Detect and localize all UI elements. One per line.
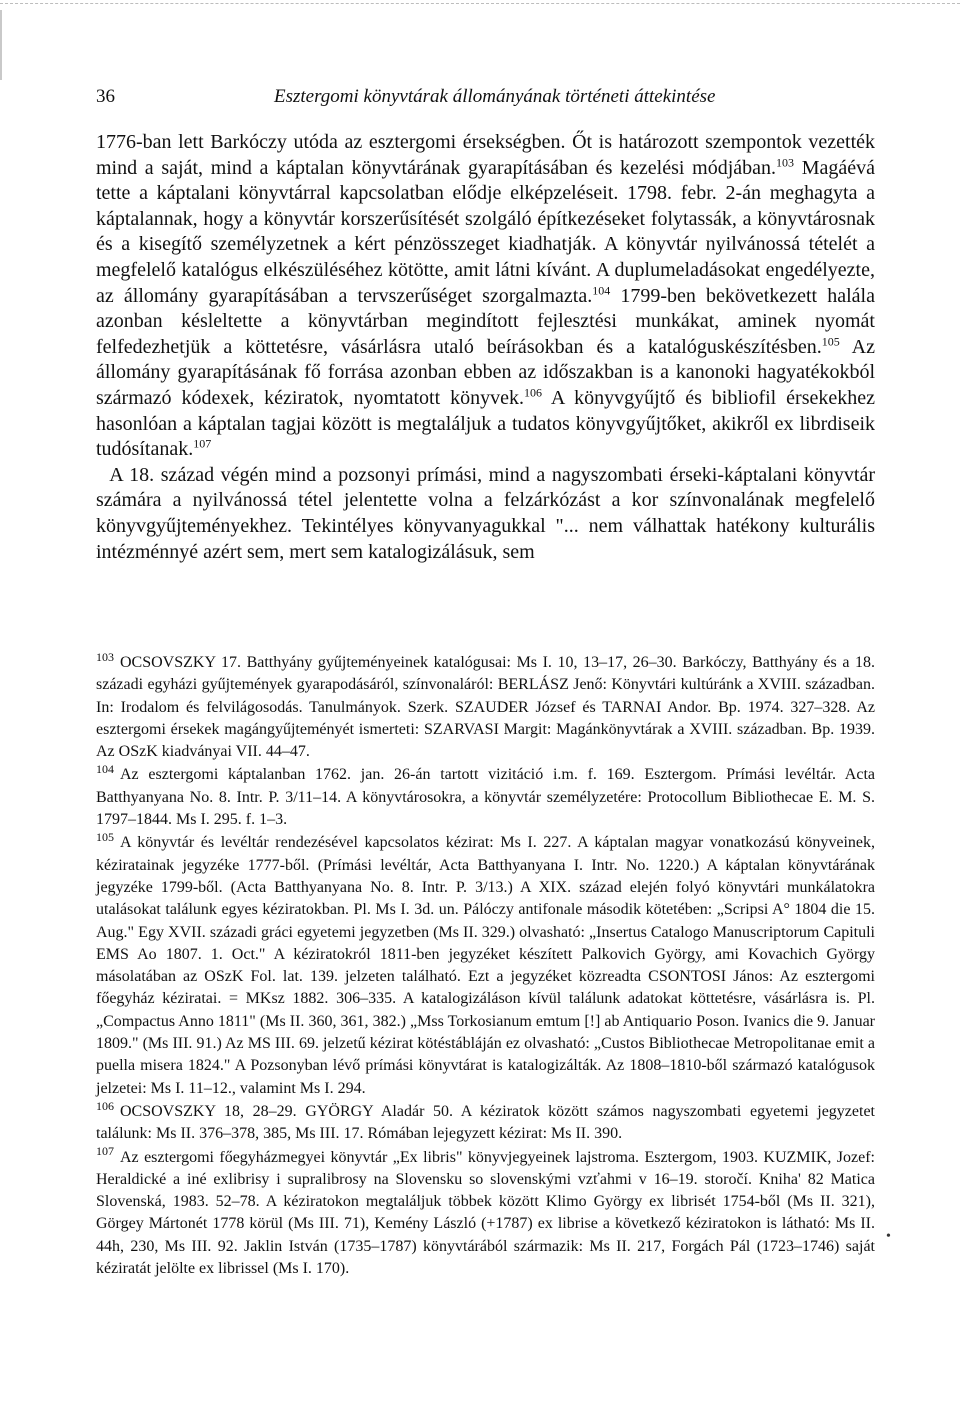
footnote-ref[interactable]: 105 [821,334,840,349]
footnote-number: 105 [96,830,114,845]
footnote-number: 107 [96,1144,114,1159]
body-text: A könyvgyűjtő és bibliofil érsekekhez hasonlóan a káptalan tagjai között is megtaláljuk a tudatos könyvgyűjtőket, akikről ex librdiseik tudósítanak. [96,386,876,461]
page-number: 36 [96,86,115,107]
footnote-ref[interactable]: 104 [592,282,611,297]
footnotes [96,649,875,1281]
body-text: 1776-ban lett Barkóczy utóda az esztergomi érsekségben. Őt is határozott szempontok vezették mind a saját, mind a káptalan könyvtárának gyarapításában és kezelési módjában. [96,131,875,179]
body-text: 1799-ben bekövetkezett halála azonban késleltette a könyvtárban megindított fejlesztési munkákat, aminek nyomát felfedezhetjük a köttetésre, vásárlásra utaló beírásokban és a katalóguskészítésben. [96,284,875,358]
footnote-text: Az esztergomi káptalanban 1762. jan. 26-án tartott vizitáció i.m. f. 169. Esztergom. Prímási levéltár. Acta Batthyanyana No. 8. Intr. P. 3/11–14. A könyvtárosokra, a könyvtár személyzetére: Protocollum Bibliothecae E. M. S. 1797–1844. Ms I. 295. f. 1–3. [96,766,875,829]
page-header [96,86,876,112]
footnote [96,832,875,1100]
footnote [96,764,875,831]
body-text: Magáévá tette a káptalani könyvtárral kapcsolatban elődje elképzeléseit. 1798. febr. 2-án meghagyta a káptalannak, hogy a könyvtár korszerűsítését szolgáló építkezéseket folytassák, a könyvtárosnak és a kisegítő személyzetnek a kért pénzösszeget kiadhatják. A könyvtár nyilvánossá tételét a megfelelő katalógus elkészüléséhez kötötte, amit látni kívánt. A duplumeladásokat engedélyezte, az állomány gyarapításában a tervszerűséget szorgalmazta. [96,156,875,307]
body-text: Az állomány gyarapításának fő forrása azonban ebben az időszakban is a kanonoki hagyatékokból származó kódexek, kéziratok, nyomtatott könyvek. [96,335,875,409]
footnote-number: 103 [96,649,114,664]
scan-mark: • [886,1229,891,1244]
footnote [96,1144,875,1281]
body-text: A 18. század végén mind a pozsonyi prímási, mind a nagyszombati érseki-káptalani könyvtár számára a nyilvánossá tétel jelentette volna a felzárkózást a kor színvonalának megfelelő könyvgyűjteményekhez. Tekintélyes könyvanyagukkal "... nem válhattak hatékony kulturális intézménnyé azért sem, mert sem katalogizálásuk, sem [96,463,875,563]
footnote [96,649,875,763]
body-paragraph [96,130,875,463]
footnote-ref[interactable]: 107 [193,436,212,451]
footnote-ref[interactable]: 103 [776,154,794,169]
scan-left-edge [0,10,2,80]
footnote-text: A könyvtár és levéltár rendezésével kapcsolatos kézirat: Ms I. 227. A káptalan magyar vonatkozású könyveinek, kéziratainak jegyzéke 1777-ből. (Prímási levéltár, Acta Batthyanyana I. Intr. No. 1220.) A káptalan könyvtárának jegyzéke 1799-ből. (Acta Batthyanyana No. 8. Intr. P. 3/13.) A XIX. század elején folyó könyvtári munkálatokra utalásokat találunk egyes kéziratokban. Pl. Ms I. 3d. un. Pálóczy antifonale második kötetében: „Scripsi A° 1804 die 15. Aug." Egy XVII. századi gráci egyetemi jegyzetben (Ms II. 329.) olvasható: „Insertus Catalogo Manuscriptorum Capituli EMS Ao 1807. 1. Oct." A kéziratokról 1811-ben jegyzéket készített Palkovich György, ami Kovachich György másolatában az OSzK Fol. lat. 139. jelzeten található. Ezt a jegyzéket közreadta CSONTOSI János: Az esztergomi főegyház kéziratai. = MKsz 1882. 306–335. A katalogizáláson kívül találunk adatokat köttetésre, vásárlásra is. Pl. „Compactus Anno 1811" (Ms II. 360, 361, 382.) „Mss Torkosianum emtum [!] ab Antiquario Poson. Ivanics die 9. Januar 1809." (Ms III. 91.) Az MS III. 69. jelzetű kézirat kötéstábláján ez olvasható: „Custos Bibliothecae Metropolitanae emit a puella misera 1824." A Pozsonyban lévő prímási könyvtárat is katalogizálták. Az 1808–1810-ből származó katalógusok jelzetei: Ms I. 11–12., valamint Ms I. 294. [96,834,875,1097]
footnote-number: 106 [96,1098,114,1113]
footnote-text: Az esztergomi főegyházmegyei könyvtár „Ex libris" könyvjegyeinek lajstroma. Esztergom, 1903. KUZMIK, Jozef: Heraldické a iné exlibrisy i supralibrosy na Slovensku so slovenskými vzťahmi v 16–19. storočí. Kniha' 82 Matica Slovenská, 1983. 52–78. A kéziratokon megtaláljuk többek között Klimo György ex librisét 1754-ből (Ms II. 321), Görgey Mártonét 1778 körül (Ms III. 71), Kemény László (+1787) ex librise a következő kéziratokon is látható: Ms II. 44h, 230, Ms III. 92. Jaklin István (1735–1787) könyvtárából származik: Ms II. 217, Forgách Pál (1723–1746) saját kéziratát jelölte ex librissel (Ms I. 170). [96,1148,875,1278]
scan-top-rule [0,3,960,4]
body-paragraph [96,463,875,565]
footnote-number: 104 [96,762,114,777]
footnote [96,1098,875,1146]
main-text [96,130,875,565]
footnote-text: OCSOVSZKY 18, 28–29. GYÖRGY Aladár 50. A kéziratok között számos nagyszombati egyetemi jegyzetet találunk: Ms II. 376–378, 385, Ms III. 17. Rómában lejegyzett kézirat: Ms II. 390. [96,1102,875,1143]
footnote-ref[interactable]: 106 [524,385,542,400]
footnote-text: OCSOVSZKY 17. Batthyány gyűjteményeinek katalógusai: Ms I. 10, 13–17, 26–30. Barkóczy, Batthyány és a 18. századi egyházi gyűjtemények gyarapodásáról, színvonaláról: BERLÁSZ Jenő: Könyvtári kultúránk a XVIII. században. In: Irodalom és felvilágosodás. Tanulmányok. Szerk. SZAUDER József és TARNAI Andor. Bp. 1974. 327–328. Az esztergomi érsekek magángyűjteményét ismerteti: SZARVASI Margit: Magánkönyvtárak a XVIII. században. Bp. 1939. Az OSzK kiadványai VII. 44–47. [96,654,875,761]
running-title: Esztergomi könyvtárak állományának történeti áttekintése [274,86,716,107]
